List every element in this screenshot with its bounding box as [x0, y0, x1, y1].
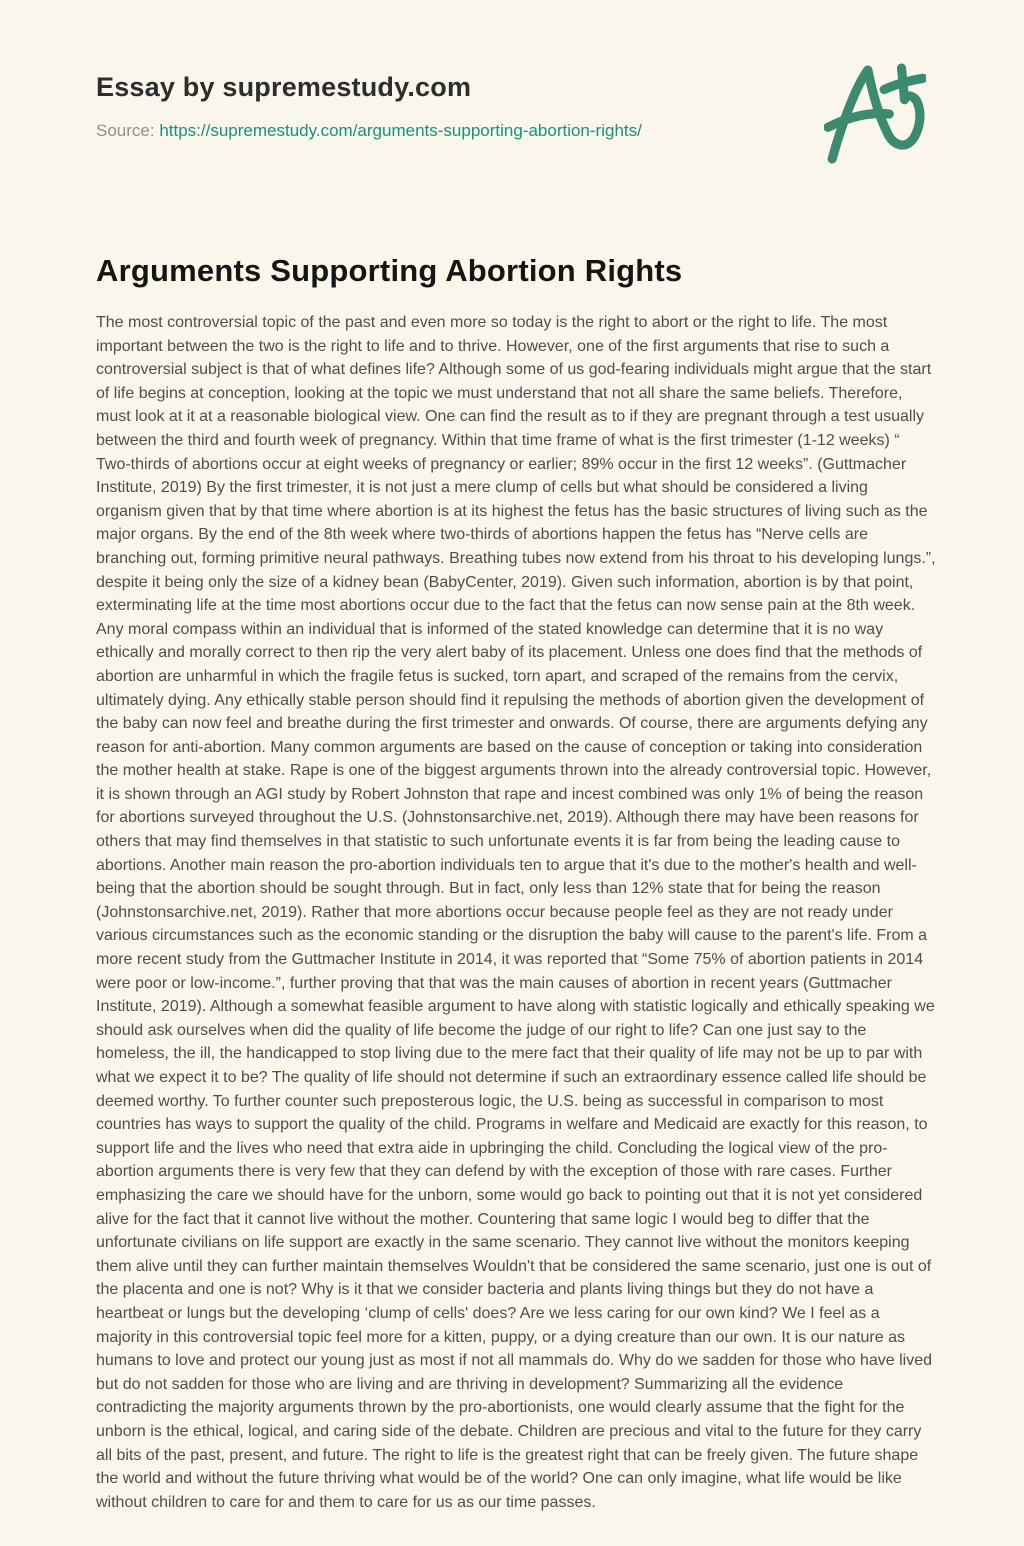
- a-plus-logo-icon: [824, 56, 926, 170]
- essay-body-text: The most controversial topic of the past and even more so today is the right to abort or the right to life. The most important between the two is the right to life and to thrive. However, one of the first arguments that rise to such a controversial subject is that of what defines life? Although some of us god-fearing individuals might argue that the start of life begins at conception, looking at the topic we must understand that not all share the same beliefs. Therefore, must look at it at a reasonable biological view. One can find the result as to if they are pregnant through a test usually between the third and fourth week of pregnancy. Within that time frame of what is the first trimester (1-12 weeks) “ Two-thirds of abortions occur at eight weeks of pregnancy or earlier; 89% occur in the first 12 weeks”. (Guttmacher Institute, 2019) By the first trimester, it is not just a mere clump of cells but what should be considered a living organism given that by that time where abortion is at its highest the fetus has the basic structures of living such as the major organs. By the end of the 8th week where two-thirds of abortions happen the fetus has “Nerve cells are branching out, forming primitive neural pathways. Breathing tubes now extend from his throat to his developing lungs.”, despite it being only the size of a kidney bean (BabyCenter, 2019). Given such information, abortion is by that point, exterminating life at the time most abortions occur due to the fact that the fetus can now sense pain at the 8th week. Any moral compass within an individual that is informed of the stated knowledge can determine that it is no way ethically and morally correct to then rip the very alert baby of its placement. Unless one does find that the methods of abortion are unharmful in which the fragile fetus is sucked, torn apart, and scraped of the remains from the cervix, ultimately dying. Any ethically stable person should find it repulsing the methods of abortion given the development of the baby can now feel and breathe during the first trimester and onwards. Of course, there are arguments defying any reason for anti-abortion. Many common arguments are based on the cause of conception or taking into consideration the mother health at stake. Rape is one of the biggest arguments thrown into the already controversial topic. However, it is shown through an AGI study by Robert Johnston that rape and incest combined was only 1% of being the reason for abortions surveyed throughout the U.S. (Johnstonsarchive.net, 2019). Although there may have been reasons for others that may find themselves in that statistic to such unfortunate events it is far from being the leading cause to abortions. Another main reason the pro-abortion individuals ten to argue that it's due to the mother's health and well-being that the abortion should be sought through. But in fact, only less than 12% state that for being the reason (Johnstonsarchive.net, 2019). Rather that more abortions occur because people feel as they are not ready under various circumstances such as the economic standing or the disruption the baby will cause to the parent's life. From a more recent study from the Guttmacher Institute in 2014, it was reported that “Some 75% of abortion patients in 2014 were poor or low-income.”, further proving that that was the main causes of abortion in recent years (Guttmacher Institute, 2019). Although a somewhat feasible argument to have along with statistic logically and ethically speaking we should ask ourselves when did the quality of life become the judge of our right to life? Can one just say to the homeless, the ill, the handicapped to stop living due to the mere fact that their quality of life may not be up to par with what we expect it to be? The quality of life should not determine if such an extraordinary essence called life should be deemed worthy. To further counter such preposterous logic, the U.S. being as successful in comparison to most countries has ways to support the quality of the child. Programs in welfare and Medicaid are exactly for this reason, to support life and the lives who need that extra aide in upbringing the child. Concluding the logical view of the pro-abortion arguments there is very few that they can defend by with the exception of those with rare cases. Further emphasizing the care we should have for the unborn, some would go back to pointing out that it is not yet considered alive for the fact that it cannot live without the mother. Countering that same logic I would beg to differ that the unfortunate civilians on life support are exactly in the same scenario. They cannot live without the monitors keeping them alive until they can further maintain themselves Wouldn't that be considered the same scenario, just one is out of the placenta and one is not? Why is it that we consider bacteria and plants living things but they do not have a heartbeat or lungs but the developing ‘clump of cells' does? Are we less caring for our own kind? We I feel as a majority in this controversial topic feel more for a kitten, puppy, or a dying creature than our own. It is our nature as humans to love and protect our young just as most if not all mammals do. Why do we sadden for those who have lived but do not sadden for those who are living and are thriving in development? Summarizing all the evidence contradicting the majority arguments thrown by the pro-abortionists, one would clearly assume that the fight for the unborn is the ethical, logical, and caring side of the debate. Children are precious and vital to the future for they carry all bits of the past, present, and future. The right to life is the greatest right that can be freely given. The future shape the world and without the future thriving what would be of the world? One can only imagine, what life would be like without children to care for and them to care for us as our time passes.: [96, 314, 936, 1511]
- source-url-link[interactable]: https://supremestudy.com/arguments-supporting-abortion-rights/: [159, 121, 642, 140]
- source-line: [96, 121, 642, 141]
- page-title: Essay by supremestudy.com: [96, 72, 472, 102]
- source-label: Source:: [96, 121, 155, 140]
- essay-title: Arguments Supporting Abortion Rights: [96, 253, 683, 288]
